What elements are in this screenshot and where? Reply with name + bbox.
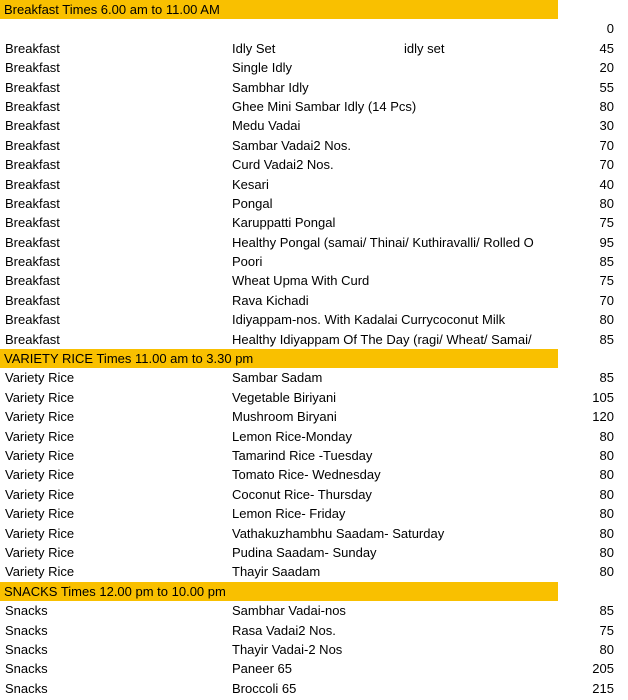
price-cell: 80 bbox=[599, 641, 614, 657]
menu-row bbox=[0, 39, 628, 58]
price-cell: 75 bbox=[599, 622, 614, 638]
menu-row bbox=[0, 543, 628, 562]
category-cell: Variety Rice bbox=[5, 467, 75, 483]
menu-row bbox=[0, 640, 628, 659]
menu-row bbox=[0, 78, 628, 97]
menu-row bbox=[0, 446, 628, 465]
menu-row bbox=[0, 271, 628, 290]
price-cell: 80 bbox=[599, 312, 614, 328]
menu-row bbox=[0, 58, 628, 77]
menu-row bbox=[0, 407, 628, 426]
section-header: SNACKS Times 12.00 pm to 10.00 pm bbox=[0, 582, 558, 601]
item-cell: Rava Kichadi bbox=[232, 292, 309, 308]
section-header: Breakfast Times 6.00 am to 11.00 AM bbox=[0, 0, 558, 19]
price-cell: 75 bbox=[599, 273, 614, 289]
price-cell: 40 bbox=[599, 176, 614, 192]
category-cell: Breakfast bbox=[5, 234, 60, 250]
menu-row bbox=[0, 621, 628, 640]
menu-row bbox=[0, 485, 628, 504]
item-cell: Tamarind Rice -Tuesday bbox=[232, 447, 373, 463]
category-cell: Snacks bbox=[5, 661, 48, 677]
item-cell: Ghee Mini Sambar Idly (14 Pcs) bbox=[232, 98, 417, 114]
menu-row bbox=[0, 310, 628, 329]
category-cell: Variety Rice bbox=[5, 564, 75, 580]
menu-row bbox=[0, 562, 628, 581]
menu-row bbox=[0, 504, 628, 523]
item-cell: Rasa Vadai2 Nos. bbox=[232, 622, 336, 638]
price-cell: 80 bbox=[599, 195, 614, 211]
menu-row bbox=[0, 213, 628, 232]
category-cell: Breakfast bbox=[5, 118, 60, 134]
item-cell: Lemon Rice-Monday bbox=[232, 428, 352, 444]
category-cell: Variety Rice bbox=[5, 486, 75, 502]
category-cell: Breakfast bbox=[5, 137, 60, 153]
price-cell: 95 bbox=[599, 234, 614, 250]
menu-row bbox=[0, 175, 628, 194]
section-top-value-row bbox=[0, 19, 628, 38]
category-cell: Breakfast bbox=[5, 79, 60, 95]
menu-row bbox=[0, 116, 628, 135]
item-cell: Sambar Vadai2 Nos. bbox=[232, 137, 351, 153]
category-cell: Breakfast bbox=[5, 273, 60, 289]
category-cell: Variety Rice bbox=[5, 409, 75, 425]
item-cell: Sambhar Vadai-nos bbox=[232, 603, 346, 619]
menu-row bbox=[0, 252, 628, 271]
menu-row bbox=[0, 601, 628, 620]
category-cell: Breakfast bbox=[5, 176, 60, 192]
category-cell: Breakfast bbox=[5, 254, 60, 270]
price-cell: 85 bbox=[599, 331, 614, 347]
category-cell: Breakfast bbox=[5, 60, 60, 76]
item-cell: Thayir Saadam bbox=[232, 564, 321, 580]
price-cell: 215 bbox=[592, 680, 614, 696]
item-cell: Kesari bbox=[232, 176, 269, 192]
category-cell: Snacks bbox=[5, 603, 48, 619]
item-cell: Pudina Saadam- Sunday bbox=[232, 544, 377, 560]
item-cell: Wheat Upma With Curd bbox=[232, 273, 370, 289]
price-cell: 30 bbox=[599, 118, 614, 134]
price-cell: 80 bbox=[599, 506, 614, 522]
item-cell: Poori bbox=[232, 254, 263, 270]
item-cell: Sambar Sadam bbox=[232, 370, 323, 386]
price-cell: 55 bbox=[599, 79, 614, 95]
price-cell: 85 bbox=[599, 254, 614, 270]
price-cell: 205 bbox=[592, 661, 614, 677]
price-cell: 45 bbox=[599, 40, 614, 56]
menu-row bbox=[0, 136, 628, 155]
price-cell: 80 bbox=[599, 428, 614, 444]
category-cell: Snacks bbox=[5, 680, 48, 696]
menu-row bbox=[0, 233, 628, 252]
item-cell: Tomato Rice- Wednesday bbox=[232, 467, 381, 483]
category-cell: Breakfast bbox=[5, 98, 60, 114]
item-cell: Idly Set bbox=[232, 40, 276, 56]
menu-row bbox=[0, 97, 628, 116]
section-header: VARIETY RICE Times 11.00 am to 3.30 pm bbox=[0, 349, 558, 368]
price-cell: 80 bbox=[599, 98, 614, 114]
item-cell: Sambhar Idly bbox=[232, 79, 309, 95]
price-cell: 105 bbox=[592, 389, 614, 405]
item-cell: Single Idly bbox=[232, 60, 292, 76]
item-cell: Mushroom Biryani bbox=[232, 409, 337, 425]
menu-row bbox=[0, 427, 628, 446]
item-cell: Paneer 65 bbox=[232, 661, 292, 677]
price-cell: 80 bbox=[599, 486, 614, 502]
category-cell: Breakfast bbox=[5, 40, 60, 56]
category-cell: Breakfast bbox=[5, 331, 60, 347]
menu-row bbox=[0, 155, 628, 174]
category-cell: Variety Rice bbox=[5, 389, 75, 405]
category-cell: Breakfast bbox=[5, 215, 60, 231]
price-cell: 85 bbox=[599, 370, 614, 386]
menu-row bbox=[0, 368, 628, 387]
price-cell: 80 bbox=[599, 544, 614, 560]
item-cell: Pongal bbox=[232, 195, 273, 211]
price-cell: 70 bbox=[599, 137, 614, 153]
price-cell: 70 bbox=[599, 157, 614, 173]
menu-row bbox=[0, 291, 628, 310]
category-cell: Variety Rice bbox=[5, 447, 75, 463]
category-cell: Variety Rice bbox=[5, 525, 75, 541]
price-cell: 80 bbox=[599, 467, 614, 483]
item-cell: Coconut Rice- Thursday bbox=[232, 486, 372, 502]
price-cell: 85 bbox=[599, 603, 614, 619]
menu-row bbox=[0, 659, 628, 678]
price-cell: 120 bbox=[592, 409, 614, 425]
price-cell: 20 bbox=[599, 60, 614, 76]
menu-row bbox=[0, 388, 628, 407]
item-cell: Vathakuzhambhu Saadam- Saturday bbox=[232, 525, 445, 541]
description-cell: idly set bbox=[404, 40, 445, 56]
price-cell: 70 bbox=[599, 292, 614, 308]
item-cell: Idiyappam-nos. With Kadalai Currycoconut Milk bbox=[232, 312, 506, 328]
menu-row bbox=[0, 194, 628, 213]
menu-row bbox=[0, 679, 628, 698]
price-cell: 80 bbox=[599, 525, 614, 541]
category-cell: Variety Rice bbox=[5, 370, 75, 386]
menu-row bbox=[0, 330, 628, 349]
category-cell: Breakfast bbox=[5, 292, 60, 308]
item-cell: Vegetable Biriyani bbox=[232, 389, 337, 405]
price-cell: 75 bbox=[599, 215, 614, 231]
category-cell: Snacks bbox=[5, 641, 48, 657]
price-cell: 80 bbox=[599, 447, 614, 463]
item-cell: Thayir Vadai-2 Nos bbox=[232, 641, 343, 657]
menu-row bbox=[0, 524, 628, 543]
category-cell: Breakfast bbox=[5, 195, 60, 211]
item-cell: Curd Vadai2 Nos. bbox=[232, 157, 334, 173]
item-cell: Healthy Idiyappam Of The Day (ragi/ Wheat/ Samai/ bbox=[232, 331, 532, 347]
price-cell: 80 bbox=[599, 564, 614, 580]
category-cell: Variety Rice bbox=[5, 544, 75, 560]
item-cell: Lemon Rice- Friday bbox=[232, 506, 346, 522]
category-cell: Breakfast bbox=[5, 157, 60, 173]
category-cell: Snacks bbox=[5, 622, 48, 638]
category-cell: Variety Rice bbox=[5, 428, 75, 444]
item-cell: Broccoli 65 bbox=[232, 680, 297, 696]
menu-row bbox=[0, 465, 628, 484]
category-cell: Breakfast bbox=[5, 312, 60, 328]
item-cell: Healthy Pongal (samai/ Thinai/ Kuthiravalli/ Rolled O bbox=[232, 234, 534, 250]
top-value: 0 bbox=[606, 21, 614, 37]
category-cell: Variety Rice bbox=[5, 506, 75, 522]
item-cell: Karuppatti Pongal bbox=[232, 215, 336, 231]
item-cell: Medu Vadai bbox=[232, 118, 301, 134]
